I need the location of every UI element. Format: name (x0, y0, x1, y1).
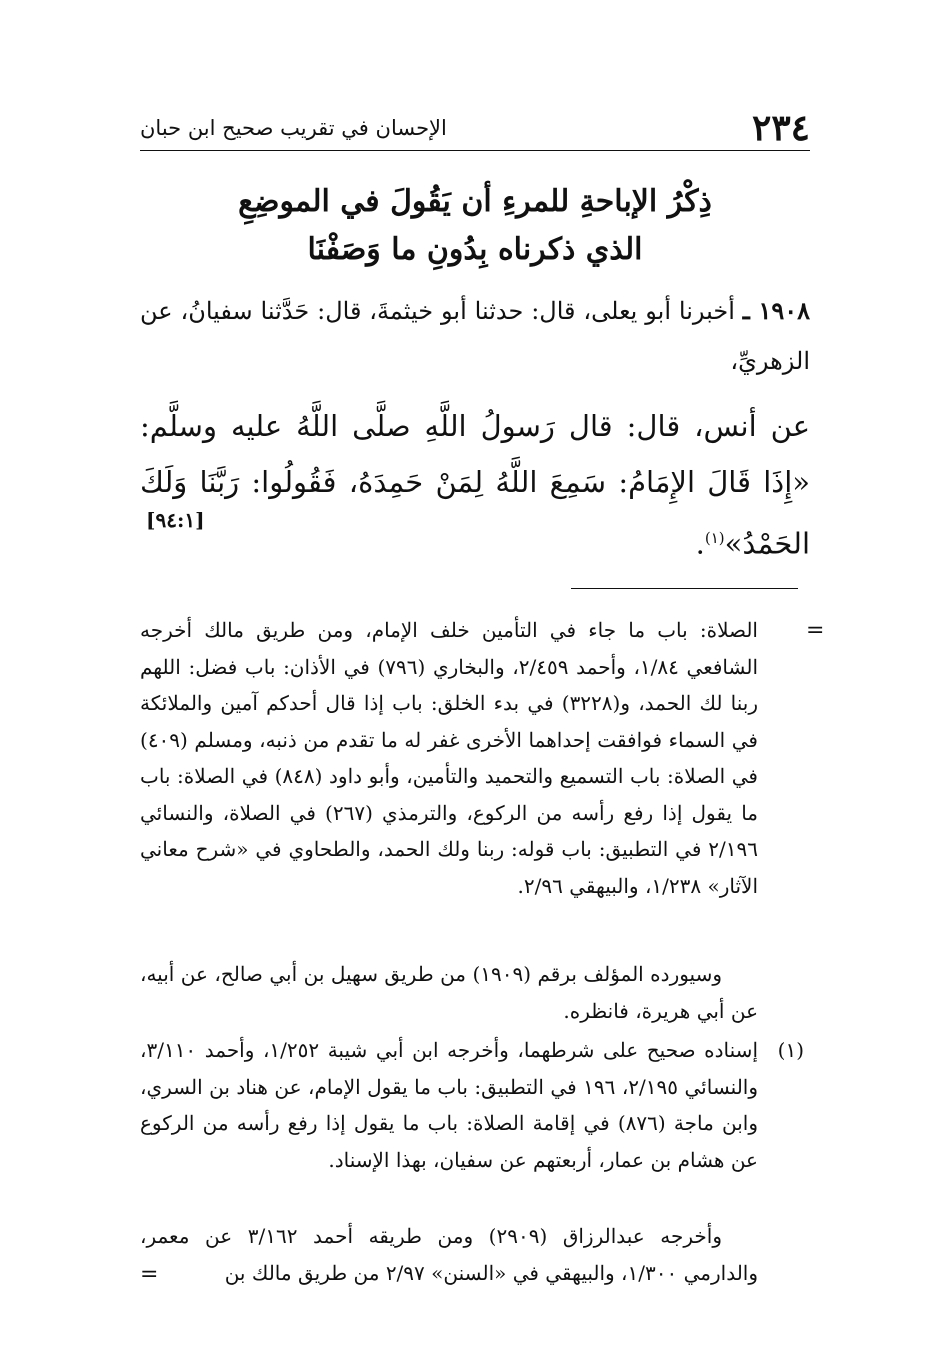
chapter-title-line-1: ذِكْرُ الإباحةِ للمرءِ أن يَقُولَ في الموضِعِ (238, 184, 712, 219)
matn-end-punct: . (695, 526, 705, 561)
footnote-continuation: الصلاة: باب ما جاء في التأمين خلف الإمام، ومن طريق مالك أخرجه الشافعي ١/٨٤، وأحمد ٢/٤٥٩، والبخاري (٧٩٦) في الأذان: باب فضل: اللهم ربنا لك الحمد، و(٣٢٢٨) في بدء الخلق: باب إذا قال أحدكم آمين والملائكة في السماء فوافقت إحداهما الأخرى غفر له ما تقدم من ذنبه، ومسلم (٤٠٩) في الصلاة: باب التسميع والتحميد والتأمين، وأبو داود (٨٤٨) في الصلاة: باب ما يقول إذا رفع رأسه من الركوع، والترمذي (٢٦٧) في الصلاة، والنسائي ٢/١٩٦ في التطبيق: باب قوله: ربنا ولك الحمد، والطحاوي في «شرح معاني الآثار» ١/٢٣٨، والبيهقي ٢/٩٦. (140, 618, 759, 898)
source-reference: [٩٤:١] (146, 508, 205, 532)
page-header (140, 104, 810, 152)
footnote-continuation-extra: وسيورده المؤلف برقم (١٩٠٩) من طريق سهيل بن أبي صالح، عن أبيه، عن أبي هريرة، فانظره. (140, 962, 758, 1023)
continues-next-page-marker: = (140, 1262, 159, 1287)
page-number: ٢٣٤ (751, 107, 810, 149)
hadith-isnad (140, 286, 810, 386)
hadith-matn (140, 398, 810, 572)
header-rule (140, 150, 810, 151)
footnote-1 (140, 1032, 804, 1178)
running-title: الإحسان في تقريب صحيح ابن حبان (140, 116, 447, 140)
isnad-text: أخبرنا أبو يعلى، قال: حدثنا أبو خيثمةَ، قال: حَدَّثنا سفيانُ، عن الزهريِّ، (140, 297, 810, 375)
hadith-number: ١٩٠٨ ـ (742, 296, 810, 325)
footnote-1-text: إسناده صحيح على شرطهما، وأخرجه ابن أبي شيبة ١/٢٥٢، وأحمد ٣/١١٠، والنسائي ٢/١٩٥، ١٩٦ في التطبيق: باب ما يقول الإمام، عن هناد بن السري، وابن ماجة (٨٧٦) في إقامة الصلاة: باب ما يقول إذا رفع رأسه من الركوع عن هشام بن عمار، أربعتهم عن سفيان، بهذا الإسناد. (140, 1038, 759, 1172)
footnote-1-continued: وأخرجه عبدالرزاق (٢٩٠٩) ومن طريقه أحمد ٣/١٦٢ عن معمر، والدارمي ١/٣٠٠، والبيهقي في «السنن» ٢/٩٧ من طريق مالك بن (140, 1224, 758, 1285)
footnote-ref[interactable]: (١) (704, 529, 725, 547)
footnote-rule (571, 588, 798, 589)
continuation-marker: = (806, 618, 825, 643)
chapter-title (140, 178, 810, 274)
matn-text: عن أنس، قال: قال رَسولُ اللَّهِ صلَّى اللَّهُ عليه وسلَّم: «إِذَا قَالَ الإِمَامُ: سَمِعَ اللَّهُ لِمَنْ حَمِدَهُ، فَقُولُوا: رَبَّنَا وَلَكَ الحَمْدُ» (140, 409, 810, 561)
footnote-1-number: (١) (777, 1038, 804, 1062)
chapter-title-line-2: الذي ذكرناه بِدُونِ ما وَصَفْنَا (307, 232, 643, 267)
